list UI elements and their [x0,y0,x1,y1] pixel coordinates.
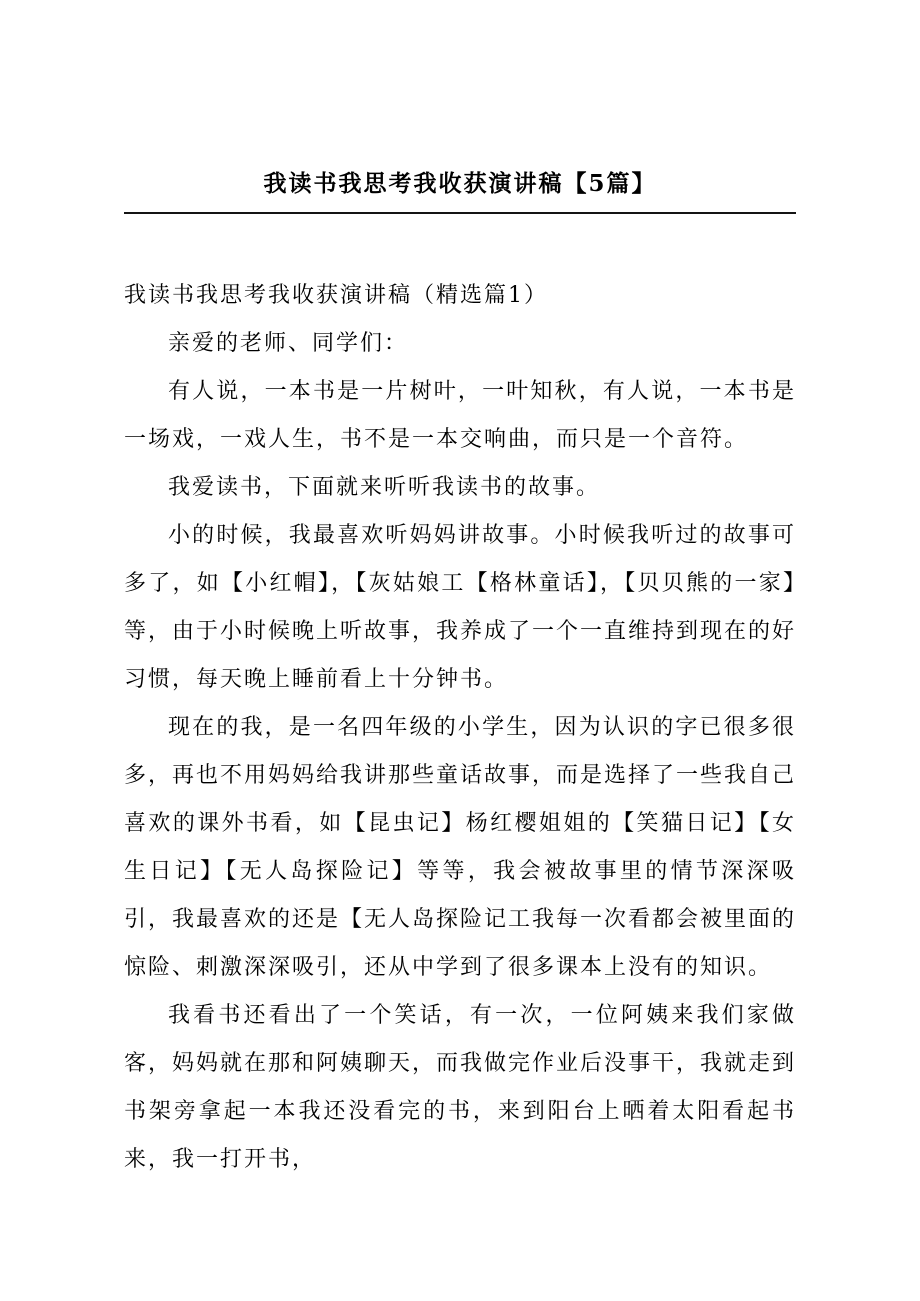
document-title: 我读书我思考我收获演讲稿【5篇】 [263,170,657,197]
paragraph: 小的时候，我最喜欢听妈妈讲故事。小时候我听过的故事可多了，如【小红帽】，【灰姑娘工【格林童话】，【贝贝熊的一家】等，由于小时候晚上听故事，我养成了一个一直维持到现在的好习惯，每天晚上睡前看上十分钟书。 [124,522,797,692]
paragraph: 现在的我，是一名四年级的小学生，因为认识的字已很多很多，再也不用妈妈给我讲那些童话故事，而是选择了一些我自己喜欢的课外书看，如【昆虫记】杨红樱姐姐的【笑猫日记】【女生日记】【无人岛探险记】等等，我会被故事里的情节深深吸引，我最喜欢的还是【无人岛探险记工我每一次看都会被里面的惊险、刺激深深吸引，还从中学到了很多课本上没有的知识。 [124,714,797,980]
paragraph: 有人说，一本书是一片树叶，一叶知秋，有人说，一本书是一场戏，一戏人生，书不是一本交响曲，而只是一个音符。 [124,378,796,452]
paragraph-salutation: 亲爱的老师、同学们： [168,330,409,356]
paragraph: 我爱读书，下面就来听听我读书的故事。 [168,474,601,500]
document-body [124,272,796,1184]
paragraph: 我看书还看出了一个笑话，有一次，一位阿姨来我们家做客，妈妈就在那和阿姨聊天，而我做完作业后没事干，我就走到书架旁拿起一本我还没看完的书，来到阳台上晒着太阳看起书来，我一打开书， [124,1002,797,1172]
section-heading: 我读书我思考我收获演讲稿（精选篇1） [124,282,548,308]
title-divider [124,212,796,214]
